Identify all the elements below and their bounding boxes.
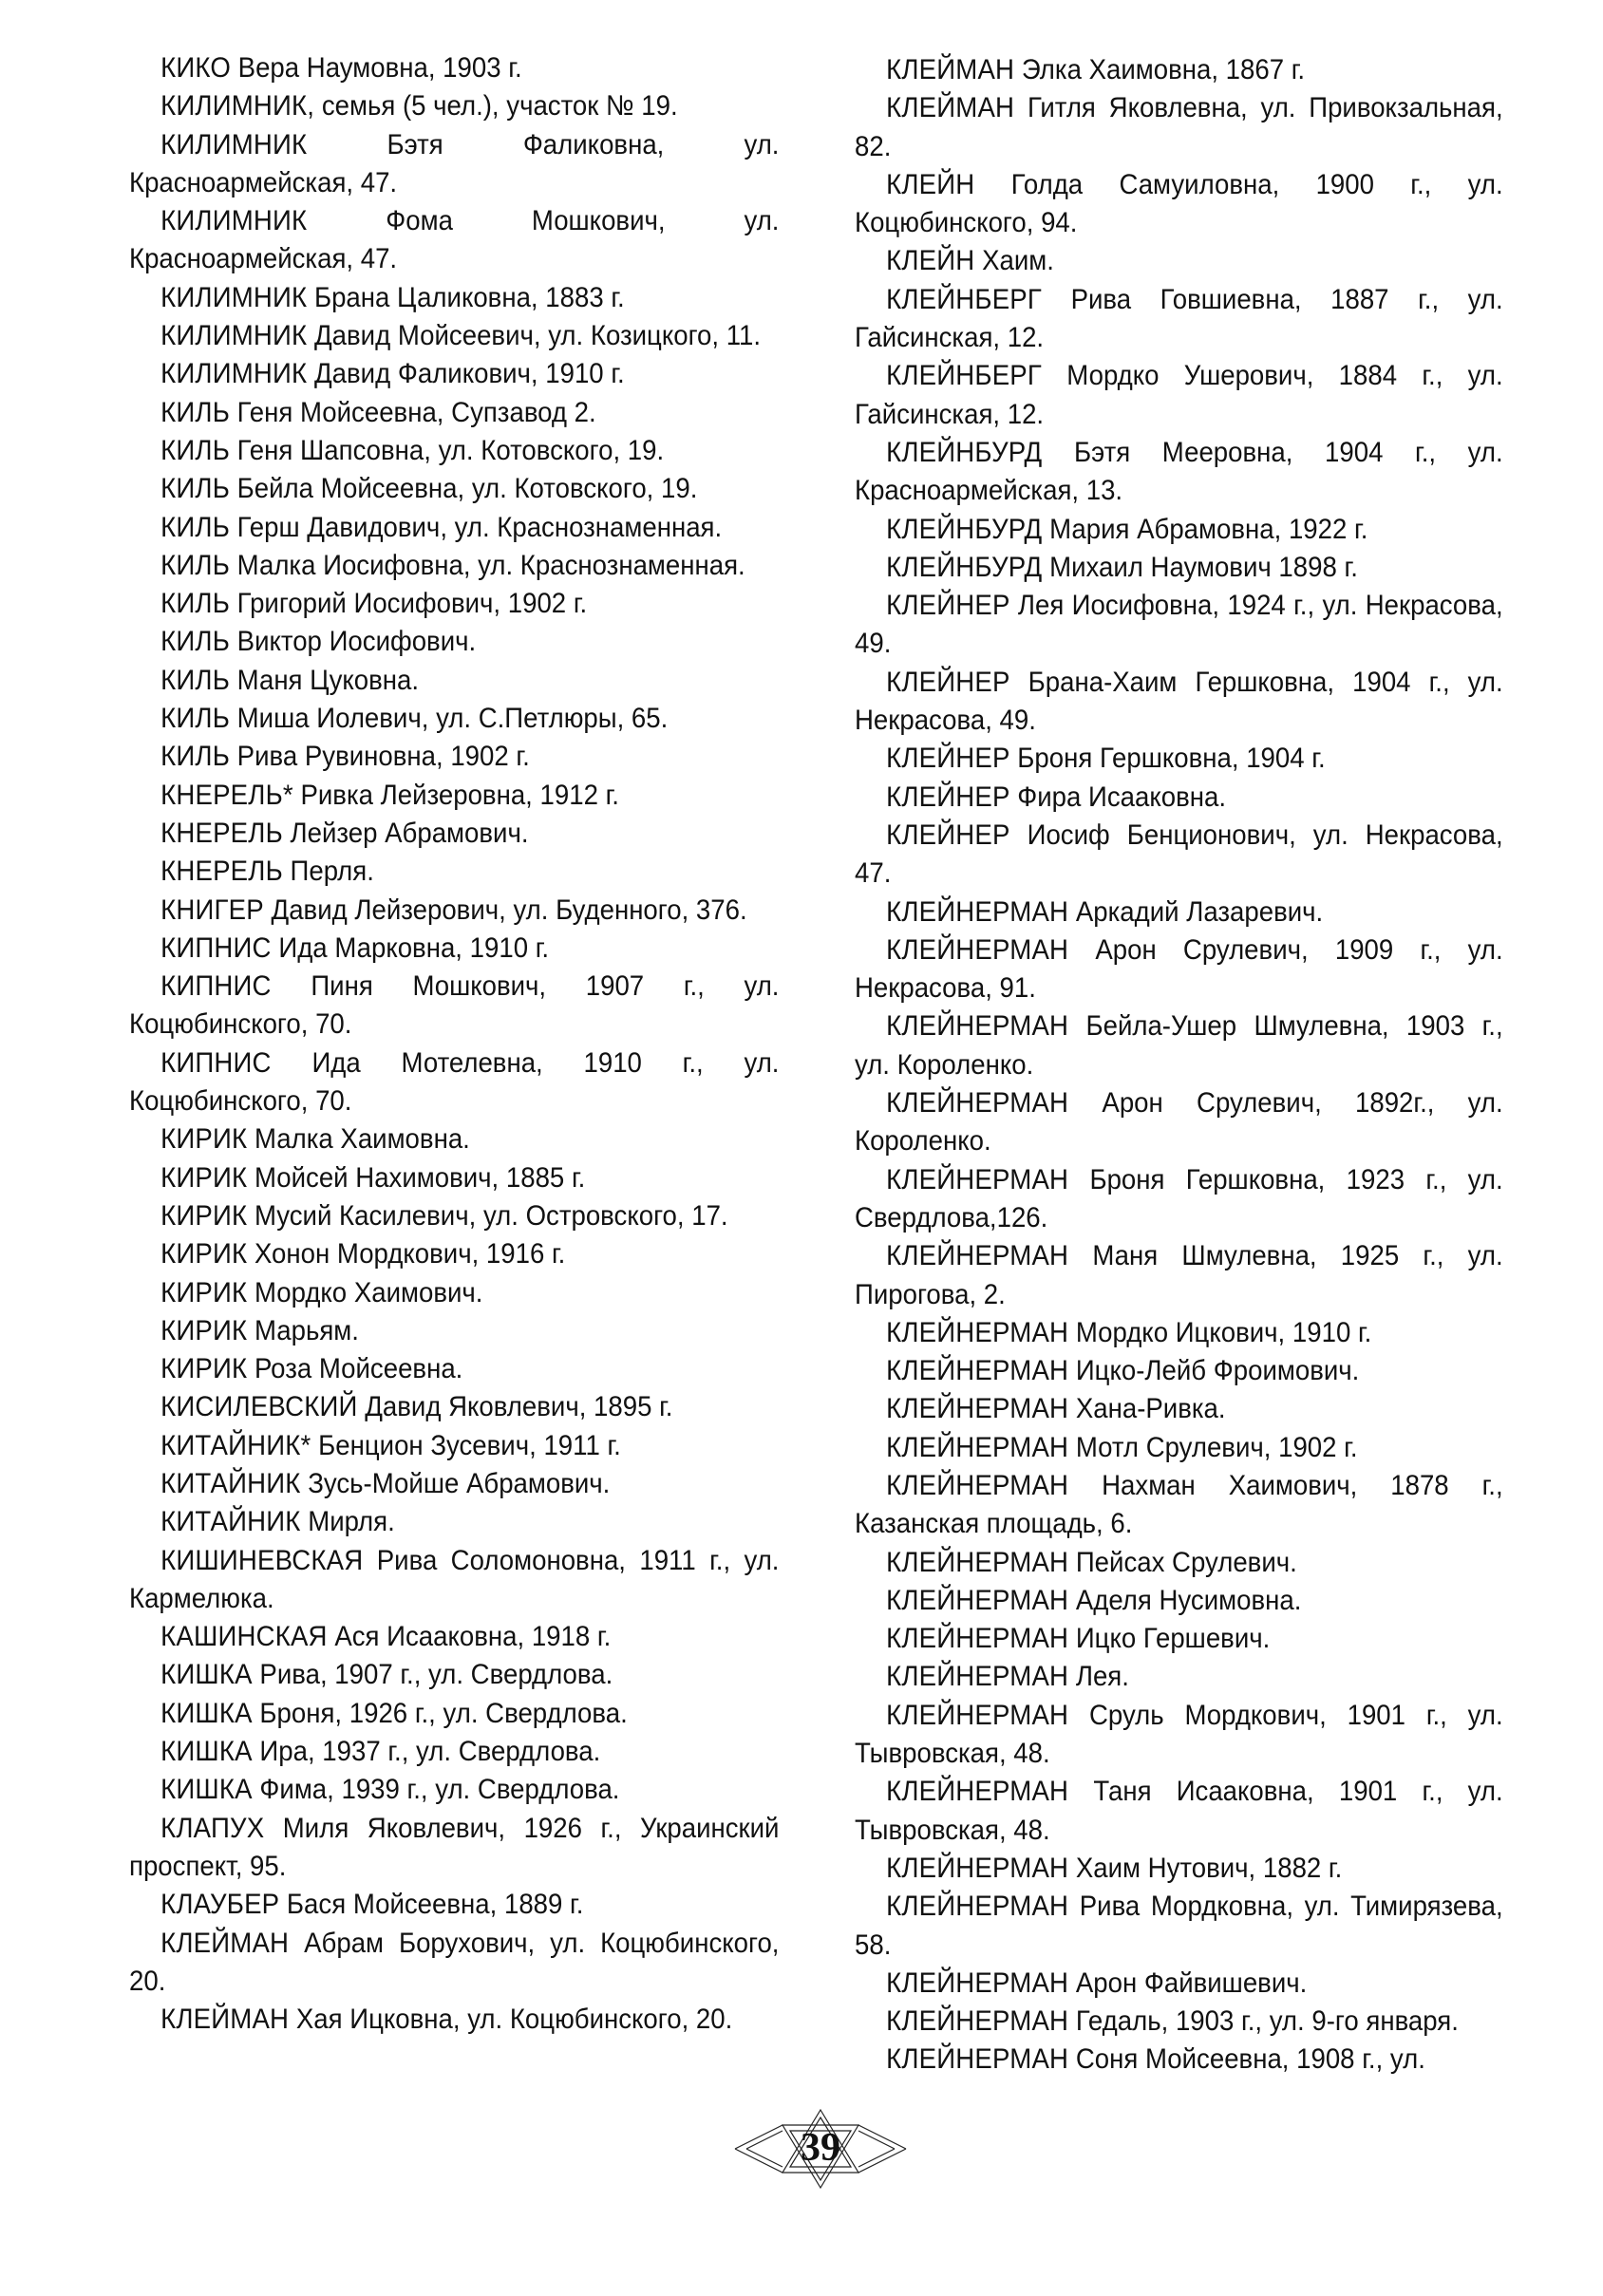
list-entry [129,738,779,776]
page-footer [726,2106,915,2192]
list-entry [855,1888,1503,1965]
entry-surname: КЛАУБЕР [160,1889,280,1921]
entry-details: Хая Ицковна, ул. Коцюбинского, 20. [289,2004,733,2036]
entry-surname: КЛЕЙНЕРМАН [886,1661,1069,1693]
entry-details: Герш Давидович, ул. Краснознаменная. [230,511,723,543]
entry-surname: КИЛИМНИК [160,358,308,390]
list-entry [129,1274,779,1312]
entry-details: Ида Мотелевна, 1910 г., ул. Коцюбинского, 70. [129,1046,780,1118]
entry-details: Давид Фаликович, 1910 г. [307,358,625,390]
entry-surname: КИЛЬ [160,626,231,658]
entry-surname: КЛЕЙНЕРМАН [886,1431,1069,1463]
list-entry [855,1007,1503,1084]
entry-details: Мордко Хаимович. [247,1276,483,1308]
list-entry [129,317,779,355]
entry-surname: КИКО [160,52,232,84]
list-entry [129,1159,779,1197]
entry-surname: КЛЕЙНЕРМАН [886,2005,1069,2038]
entry-details: Миша Иолевич, ул. С.Петлюры, 65. [230,703,669,735]
entry-surname: КЛЕЙНБЕРГ [886,283,1043,315]
list-entry [855,166,1503,243]
entry-details: Брана Цаликовна, 1883 г. [307,281,625,313]
entry-surname: КЛЕЙНЕРМАН [886,1852,1069,1884]
entry-details: Броня, 1926 г., ул. Свердлова. [252,1697,628,1729]
list-entry [129,49,779,87]
entry-surname: КИШКА [160,1659,253,1691]
entry-details: Малка Иосифовна, ул. Краснознаменная. [230,549,745,581]
entry-details: Маня Цуковна. [230,664,420,696]
entry-details: Рива Мордковна, ул. Тимирязева, 58. [855,1891,1503,1961]
entry-details: Бенцион Зусевич, 1911 г. [311,1429,621,1461]
entry-surname: КЛАПУХ [160,1812,265,1844]
entry-surname: КЛЕЙМАН [160,1927,290,1959]
list-entry [129,1618,779,1656]
entry-surname: КЛЕЙНЕРМАН [886,1546,1069,1578]
entry-details: Ася Исааковна, 1918 г. [327,1621,612,1653]
list-entry [129,1120,779,1158]
entry-details: Брана-Хаим Гершковна, 1904 г., ул. Некрасова, 49. [855,666,1503,737]
entry-surname: КЛЕЙНЕРМАН [886,895,1069,928]
list-entry [855,1237,1503,1314]
list-entry [855,1544,1503,1582]
list-entry [129,1925,779,2002]
entry-details: Мордко Ушерович, 1884 г., ул. Гайсинская, 12. [855,360,1503,430]
entry-details: Лея. [1068,1661,1129,1693]
entry-surname: КЛЕЙНЕРМАН [886,1010,1069,1043]
entry-details: Миля Яковлевич, 1926 г., Украинский проспект, 95. [129,1812,780,1882]
entry-surname: КИРИК [160,1353,248,1385]
list-entry [129,1197,779,1235]
entry-surname: КНЕРЕЛЬ [160,856,283,888]
entry-surname: КНЕРЕЛЬ* [160,779,293,811]
entry-surname: КИЛЬ [160,434,231,466]
entry-surname: КЛЕЙНБЕРГ [886,360,1043,392]
entry-details: Давид Яковлевич, 1895 г. [357,1391,673,1423]
entry-details: Аделя Нусимовна. [1068,1584,1302,1616]
entry-details: Хонон Мордкович, 1916 г. [247,1238,566,1270]
list-entry [855,1620,1503,1658]
entry-surname: КЛЕЙНЕРМАН [886,2043,1069,2076]
entry-details: Бэтя Фаликовна, ул. Красноармейская, 47. [129,128,780,198]
list-entry [129,1733,779,1771]
entry-details: Соня Мойсеевна, 1908 г., ул. [1068,2043,1425,2076]
entry-details: Мусий Касилевич, ул. Островского, 17. [247,1199,728,1232]
list-entry [129,1771,779,1809]
entry-details: Голда Самуиловна, 1900 г., ул. Коцюбинского, 94. [855,168,1503,239]
entry-surname: КНЕРЕЛЬ [160,817,283,849]
entry-details: Лейзер Абрамович. [282,817,529,849]
entry-surname: КЛЕЙМАН [886,54,1015,85]
list-entry [129,432,779,470]
entry-details: Роза Мойсеевна. [247,1353,463,1385]
list-entry [129,1886,779,1924]
entry-details: Арон Файвишевич. [1068,1967,1308,1999]
list-entry [855,1390,1503,1428]
entry-details: Лея Иосифовна, 1924 г., ул. Некрасова, 49. [855,590,1503,660]
list-entry [129,470,779,508]
list-entry [855,740,1503,778]
entry-surname: КЛЕЙН [886,245,975,277]
entry-details: Фима, 1939 г., ул. Свердлова. [252,1774,620,1806]
entry-details: Хаим Нутович, 1882 г. [1068,1852,1343,1884]
entry-surname: КЛЕЙНЕРМАН [886,1087,1069,1120]
list-entry [855,1352,1503,1390]
entry-details: Ицко Гершевич. [1068,1623,1271,1655]
list-entry [129,394,779,432]
list-entry [855,1084,1503,1161]
entry-surname: КИЛИМНИК [160,128,308,160]
entry-details: Рива Говшиевна, 1887 г., ул. Гайсинская, 12. [855,283,1503,354]
entry-surname: КИЛИМНИК, [160,90,315,122]
entry-surname: КИЛЬ [160,396,231,428]
entry-details: Мария Абрамовна, 1922 г. [1042,513,1368,545]
list-entry [855,434,1503,511]
list-entry [129,623,779,661]
entry-surname: КИЛЬ [160,511,231,543]
entry-details: Геня Шапсовна, ул. Котовского, 19. [230,434,665,466]
list-entry [129,1695,779,1733]
entry-surname: КИЛИМНИК [160,320,308,352]
list-entry [129,1350,779,1388]
right-column [855,51,1503,2080]
entry-details: Бейла Мойсеевна, ул. Котовского, 19. [230,473,698,505]
entry-details: Ира, 1937 г., ул. Свердлова. [252,1736,601,1768]
list-entry [855,1467,1503,1544]
entry-surname: КИСИЛЕВСКИЙ [160,1391,358,1423]
entry-surname: КЛЕЙНЕРМАН [886,1163,1069,1195]
entry-surname: КЛЕЙНЕР [886,819,1010,851]
entry-surname: КЛЕЙНЕРМАН [886,1699,1069,1731]
list-entry [129,1465,779,1503]
entry-details: Давид Лейзерович, ул. Буденного, 376. [263,894,747,926]
entry-details: Пиня Мошкович, 1907 г., ул. Коцюбинского, 70. [129,970,780,1041]
list-entry [855,1658,1503,1696]
entry-surname: КИПНИС [160,970,272,1003]
entry-surname: КИРИК [160,1276,248,1308]
list-entry [129,2001,779,2039]
list-entry [129,1656,779,1694]
entry-surname: КИРИК [160,1199,248,1232]
entry-surname: КНИГЕР [160,894,264,926]
entry-surname: КИЛЬ [160,741,231,773]
list-entry [129,547,779,585]
list-entry [855,1582,1503,1620]
entry-surname: КЛЕЙНЕРМАН [886,933,1069,966]
list-entry [129,279,779,317]
entry-surname: КЛЕЙНЕРМАН [886,1967,1069,1999]
list-entry [129,1388,779,1426]
entry-details: Хана-Ривка. [1068,1393,1226,1425]
list-entry [855,1429,1503,1467]
entry-details: Арон Срулевич, 1892г., ул. Короленко. [855,1087,1503,1157]
entry-surname: КИРИК [160,1123,248,1156]
entry-details: Бася Мойсеевна, 1889 г. [279,1889,584,1921]
entry-surname: КИЛЬ [160,703,231,735]
list-entry [129,815,779,853]
list-entry [129,585,779,623]
entry-details: Броня Гершковна, 1904 г. [1009,743,1326,775]
list-entry [129,1542,779,1619]
entry-surname: КЛЕЙН [886,168,975,200]
entry-surname: КЛЕЙНЕРМАН [886,1316,1069,1348]
entry-surname: КИЛЬ [160,549,231,581]
entry-details: Фира Исааковна. [1009,781,1227,813]
list-entry [129,1503,779,1541]
list-entry [129,1235,779,1273]
entry-details: Ицко-Лейб Фроимович. [1068,1355,1360,1387]
entry-surname: КЛЕЙНЕРМАН [886,1776,1069,1808]
entry-details: Вера Наумовна, 1903 г. [231,52,522,84]
list-entry [855,1965,1503,2003]
entry-surname: КЛЕЙНЕРМАН [886,1623,1069,1655]
list-entry [855,1314,1503,1352]
list-entry [855,511,1503,549]
list-entry [855,817,1503,894]
entry-details: Ривка Лейзеровна, 1912 г. [292,779,619,811]
entry-surname: КЛЕЙНЕРМАН [886,1355,1069,1387]
entry-surname: КЛЕЙНЕРМАН [886,1584,1069,1616]
entry-surname: КИТАЙНИК [160,1506,301,1538]
entry-details: Рива Рувиновна, 1902 г. [230,741,530,773]
entry-surname: КИРИК [160,1238,248,1270]
entry-details: Давид Мойсеевич, ул. Козицкого, 11. [307,320,762,352]
list-entry [855,1161,1503,1238]
list-entry [129,126,779,203]
list-entry [129,662,779,700]
entry-details: Марьям. [247,1314,359,1346]
entry-surname: КИТАЙНИК* [160,1429,311,1461]
entry-surname: КИЛЬ [160,473,231,505]
entry-surname: КЛЕЙНЕР [886,590,1010,622]
entry-surname: КИРИК [160,1161,248,1194]
entry-surname: КИШКА [160,1697,253,1729]
list-entry [129,700,779,738]
list-entry [129,930,779,968]
entry-surname: КИЛЬ [160,664,231,696]
list-entry [855,242,1503,280]
list-entry [855,2041,1503,2079]
entry-surname: КИШКА [160,1736,253,1768]
entry-details: Элка Хаимовна, 1867 г. [1014,54,1306,85]
entry-surname: КЛЕЙМАН [160,2004,290,2036]
entry-surname: КЛЕЙНЕР [886,781,1010,813]
list-entry [855,932,1503,1008]
list-entry [129,202,779,279]
entry-surname: КИШИНЕВСКАЯ [160,1544,364,1576]
entry-surname: КИЛЬ [160,588,231,620]
entry-details: семья (5 чел.), участок № 19. [314,90,678,122]
entry-surname: КЛЕЙМАН [886,92,1015,124]
list-entry [129,87,779,125]
entry-details: Фома Мошкович, ул. Красноармейская, 47. [129,205,780,275]
list-entry [129,968,779,1044]
entry-details: Абрам Борухович, ул. Коцюбинского, 20. [129,1927,780,1997]
entry-details: Гитля Яковлевна, ул. Привокзальная, 82. [855,92,1503,162]
entry-details: Хаим. [974,245,1054,277]
entry-details: Таня Исааковна, 1901 г., ул. Тывровская, 48. [855,1776,1503,1846]
list-entry [129,1312,779,1350]
entry-details: Бэтя Мееровна, 1904 г., ул. Красноармейская, 13. [855,436,1503,507]
entry-details: Иосиф Бенционович, ул. Некрасова, 47. [855,819,1503,890]
list-entry [855,664,1503,741]
entry-surname: КЛЕЙНЕРМАН [886,1891,1069,1923]
list-entry [855,89,1503,166]
list-entry [855,2003,1503,2041]
entry-surname: КИПНИС [160,932,272,964]
entry-details: Арон Срулевич, 1909 г., ул. Некрасова, 91. [855,933,1503,1005]
entry-surname: КЛЕЙНБУРД [886,551,1043,583]
entry-surname: КЛЕЙНЕР [886,743,1010,775]
entry-details: Мирля. [300,1506,395,1538]
entry-details: Аркадий Лазаревич. [1068,895,1324,928]
entry-details: Малка Хаимовна. [247,1123,470,1156]
list-entry [855,549,1503,587]
entry-details: Сруль Мордкович, 1901 г., ул. Тывровская, 48. [855,1699,1503,1770]
list-entry [855,1773,1503,1850]
list-entry [129,1044,779,1121]
entry-details: Бейла-Ушер Шмулевна, 1903 г., ул. Короленко. [855,1010,1503,1081]
list-entry [129,892,779,930]
list-entry [129,777,779,815]
entry-surname: КАШИНСКАЯ [160,1621,328,1653]
entry-surname: КИТАЙНИК [160,1467,301,1499]
entry-surname: КЛЕЙНБУРД [886,436,1043,468]
entry-details: Рива, 1907 г., ул. Свердлова. [252,1659,613,1691]
list-entry [855,779,1503,817]
list-entry [855,51,1503,89]
list-entry [129,355,779,393]
entry-details: Михаил Наумович 1898 г. [1042,551,1358,583]
entry-details: Маня Шмулевна, 1925 г., ул. Пирогова, 2. [855,1240,1503,1310]
left-column [129,49,779,2039]
entry-surname: КЛЕЙНЕРМАН [886,1469,1069,1501]
list-entry [855,1697,1503,1774]
entry-details: Гедаль, 1903 г., ул. 9-го января. [1068,2005,1459,2038]
entry-details: Зусь-Мойше Абрамович. [300,1467,611,1499]
entry-details: Нахман Хаимович, 1878 г., Казанская площадь, 6. [855,1469,1503,1540]
entry-surname: КЛЕЙНБУРД [886,513,1043,545]
page-number: 39 [801,2126,840,2170]
entry-details: Рива Соломоновна, 1911 г., ул. Кармелюка. [129,1544,780,1614]
entry-surname: КЛЕЙНЕРМАН [886,1240,1069,1272]
entry-surname: КЛЕЙНЕРМАН [886,1393,1069,1425]
entry-details: Геня Мойсеевна, Супзавод 2. [230,396,596,428]
entry-details: Перля. [282,856,374,888]
entry-surname: КИЛИМНИК [160,281,308,313]
list-entry [129,1810,779,1887]
entry-details: Григорий Иосифович, 1902 г. [230,588,588,620]
list-entry [129,509,779,547]
entry-details: Броня Гершковна, 1923 г., ул. Свердлова,126. [855,1163,1503,1233]
entry-details: Мордко Ицкович, 1910 г. [1068,1316,1372,1348]
list-entry [855,281,1503,358]
entry-details: Виктор Иосифович. [230,626,477,658]
entry-details: Ида Марковна, 1910 г. [271,932,550,964]
entry-details: Пейсах Срулевич. [1068,1546,1297,1578]
entry-surname: КИЛИМНИК [160,205,308,237]
entry-surname: КИШКА [160,1774,253,1806]
entry-surname: КЛЕЙНЕР [886,666,1010,698]
list-entry [855,894,1503,932]
entry-details: Мойсей Нахимович, 1885 г. [247,1161,586,1194]
list-entry [129,853,779,891]
list-entry [855,357,1503,434]
list-entry [855,1850,1503,1888]
entry-surname: КИРИК [160,1314,248,1346]
entry-details: Мотл Срулевич, 1902 г. [1068,1431,1358,1463]
list-entry [855,587,1503,664]
entry-surname: КИПНИС [160,1046,272,1079]
list-entry [129,1427,779,1465]
